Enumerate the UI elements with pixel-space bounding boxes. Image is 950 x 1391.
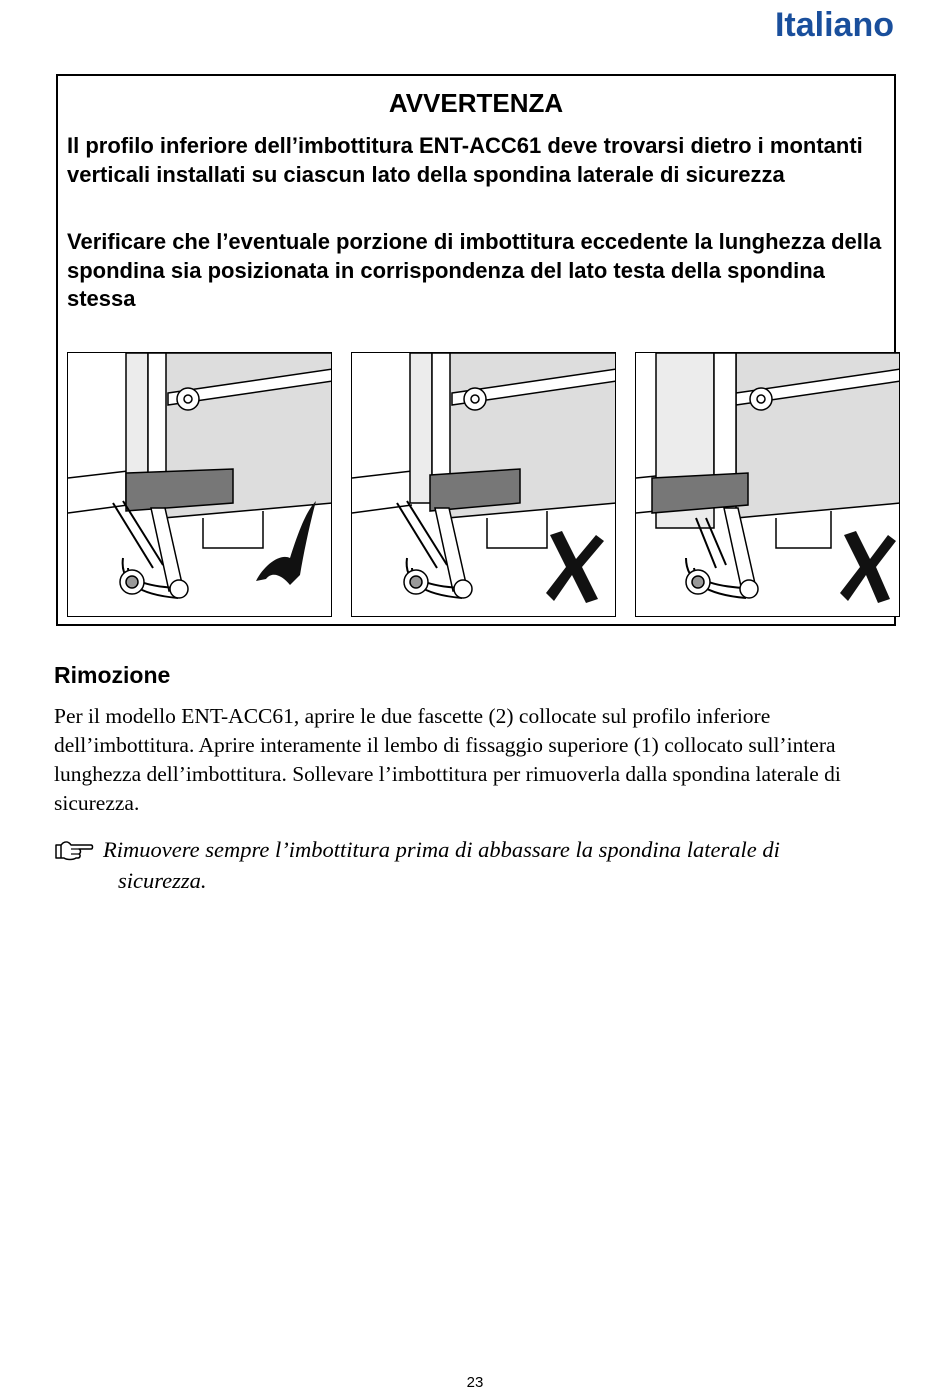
note-text-continuation: sicurezza. <box>118 868 207 893</box>
illustration-correct <box>67 352 332 617</box>
cross-mark-icon <box>840 531 896 603</box>
cross-mark-icon <box>546 531 604 603</box>
warning-paragraph: Il profilo inferiore dell’imbottitura ENT-ACC61 deve trovarsi dietro i montanti verticali installati su ciascun lato della spondina laterale di sicurezza <box>67 133 863 187</box>
section-heading: Rimozione <box>54 662 171 688</box>
language-header: Italiano <box>774 6 894 44</box>
check-mark-icon <box>256 501 316 585</box>
pointing-hand-icon <box>54 838 94 869</box>
illustration-incorrect <box>635 352 900 617</box>
warning-paragraph: Verificare che l’eventuale porzione di imbottitura eccedente la lunghezza della spondina sia posizionata in corrispondenza del lato testa della spondina stessa <box>67 229 882 311</box>
note-text: Rimuovere sempre l’imbottitura prima di abbassare la spondina laterale di <box>103 837 780 862</box>
removal-paragraph: Per il modello ENT-ACC61, aprire le due fascette (2) collocate sul profilo inferiore dell’imbottitura. Aprire interamente il lembo di fissaggio superiore (1) collocato sull’intera lunghezza dell’imbottitura. Sollevare l’imbottitura per rimuoverla dalla spondina laterale di sicurezza. <box>54 704 841 815</box>
warning-box <box>56 74 896 626</box>
illustration-incorrect <box>351 352 616 617</box>
page-number: 23 <box>466 1374 484 1391</box>
warning-title: AVVERTENZA <box>388 88 564 118</box>
